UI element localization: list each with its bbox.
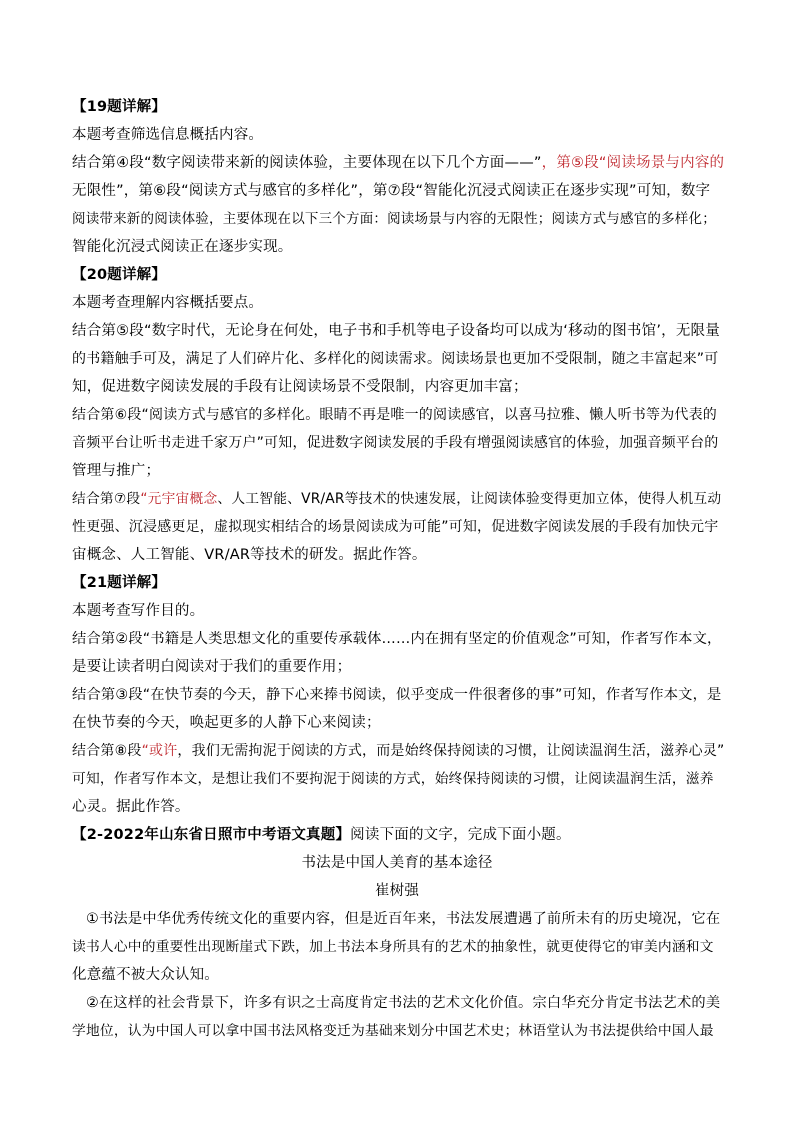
q19-line-3 <box>72 177 722 205</box>
q21-line-7 <box>72 765 722 793</box>
q21-line-3-text: 是要让读者明白阅读对于我们的重要作用； <box>72 659 352 675</box>
q21-line-6-text: 结合第⑧段 <box>72 743 142 759</box>
q21-line-4 <box>72 681 722 709</box>
q21-line-4-text: 结合第③段“在快节奏的今天，静下心来捧书阅读，似乎变成一件很奢侈的事”可知，作者写作本文，是 <box>72 687 722 703</box>
para-1-line-3-text: 化意蕴不被大众认知。 <box>72 967 219 983</box>
para-1-line-3 <box>72 961 722 989</box>
q20-line-7-text: 管理与推广； <box>72 463 161 479</box>
q20-line-8-text: 、人工智能、VR/AR等技术的快速发展，让阅读体验变得更加立体，使得人机互动 <box>217 491 722 507</box>
q21-line-6-text: ，我们无需拘泥于阅读的方式，而是始终保持阅读的习惯，让阅读温润生活，滋养心灵” <box>177 743 725 759</box>
q20-line-3-text: 的书籍触手可及，满足了人们碎片化、多样化的阅读需求。阅读场景也更加不受限制，随之丰富起来”可 <box>72 351 719 367</box>
q21-line-3 <box>72 653 722 681</box>
article-author <box>72 877 722 905</box>
q21-heading-text: 【21题详解】 <box>72 575 167 591</box>
q20-line-10-text: 宙概念、人工智能、VR/AR等技术的研发。据此作答。 <box>72 547 427 563</box>
q19-line-2 <box>72 149 725 177</box>
para-1-line-2-text: 读书人心中的重要性出现断崖式下跌，加上书法本身所具有的艺术的抽象性，就更使得它的审美内涵和文 <box>72 939 714 955</box>
q19-line-1-text: 本题考查筛选信息概括内容。 <box>72 127 264 143</box>
q21-line-2-text: 结合第②段“书籍是人类思想文化的重要传承载体……内在拥有坚定的价值观念”可知，作者写作本文， <box>72 631 722 647</box>
q20-line-1-text: 本题考查理解内容概括要点。 <box>72 295 264 311</box>
q21-line-2 <box>72 625 722 653</box>
q20-line-2 <box>72 317 722 345</box>
para-1-line-1 <box>72 905 722 933</box>
q2-intro <box>72 821 722 849</box>
q19-line-5-text: 智能化沉浸式阅读正在逐步实现。 <box>72 239 293 255</box>
para-2-line-2 <box>72 1017 722 1045</box>
q20-line-8-text: “元宇宙概念 <box>140 491 218 507</box>
q2-intro-text: 【2-2022年山东省日照市中考语文真题】 <box>72 827 351 843</box>
q20-line-5 <box>72 401 722 429</box>
q20-line-8 <box>72 485 722 513</box>
article-title <box>72 849 722 877</box>
q19-line-1 <box>72 121 722 149</box>
q21-line-6 <box>72 737 725 765</box>
q21-line-6-text: “或许 <box>141 743 178 759</box>
q20-line-4-text: 知，促进数字阅读发展的手段有让阅读场景不受限制，内容更加丰富； <box>72 379 528 395</box>
q20-line-2-text: 结合第⑤段“数字时代，无论身在何处，电子书和手机等电子设备均可以成为‘移动的图书馆’，无限量 <box>72 323 720 339</box>
q20-line-10 <box>72 541 722 569</box>
q19-line-2-text: 结合第④段“数字阅读带来新的阅读体验，主要体现在以下几个方面——” <box>72 155 542 171</box>
q19-line-3-text: 无限性”，第⑥段“阅读方式与感官的多样化”，第⑦段“智能化沉浸式阅读正在逐步实现”可知，数字 <box>72 183 711 199</box>
q20-line-6 <box>72 429 722 457</box>
q19-line-4-text: 阅读带来新的阅读体验，主要体现在以下三个方面：阅读场景与内容的无限性；阅读方式与感官的多样化； <box>72 211 716 227</box>
q20-heading <box>72 261 722 289</box>
q21-line-5 <box>72 709 722 737</box>
q20-line-3 <box>72 345 722 373</box>
q20-line-4 <box>72 373 722 401</box>
para-2-line-1 <box>72 989 722 1017</box>
q20-line-9-text: 性更强、沉浸感更足，虚拟现实相结合的场景阅读成为可能”可知，促进数字阅读发展的手段有加快元宇 <box>72 519 719 535</box>
q2-intro-text: 阅读下面的文字，完成下面小题。 <box>350 827 571 843</box>
q20-heading-text: 【20题详解】 <box>72 267 167 283</box>
q21-line-8 <box>72 793 722 821</box>
document-content <box>72 93 725 1045</box>
q19-line-2-text: ，第⑤段“阅读场景与内容的 <box>541 155 725 171</box>
q19-heading-text: 【19题详解】 <box>72 99 167 115</box>
q20-line-6-text: 音频平台让听书走进千家万户”可知，促进数字阅读发展的手段有增强阅读感官的体验，加强音频平台的 <box>72 435 719 451</box>
para-1-line-2 <box>72 933 722 961</box>
q20-line-1 <box>72 289 722 317</box>
q21-line-7-text: 可知，作者写作本文，是想让我们不要拘泥于阅读的方式，始终保持阅读的习惯，让阅读温润生活，滋养 <box>72 771 714 787</box>
q19-line-5 <box>72 233 722 261</box>
q19-heading <box>72 93 722 121</box>
q20-line-5-text: 结合第⑥段“阅读方式与感官的多样化。眼睛不再是唯一的阅读感官，以喜马拉雅、懒人听书等为代表的 <box>72 407 718 423</box>
article-author-text: 崔树强 <box>374 883 420 899</box>
article-title-text: 书法是中国人美育的基本途径 <box>301 855 493 871</box>
q20-line-7 <box>72 457 722 485</box>
q21-heading <box>72 569 722 597</box>
q21-line-8-text: 心灵。据此作答。 <box>72 799 190 815</box>
para-2-line-1-text: ②在这样的社会背景下，许多有识之士高度肯定书法的艺术文化价值。宗白华充分肯定书法艺术的美 <box>86 995 721 1011</box>
para-1-line-1-text: ①书法是中华优秀传统文化的重要内容，但是近百年来，书法发展遭遇了前所未有的历史境况，它在 <box>86 911 721 927</box>
q19-line-4 <box>72 205 722 233</box>
q20-line-8-text: 结合第⑦段 <box>72 491 141 507</box>
q20-line-9 <box>72 513 722 541</box>
q21-line-1 <box>72 597 722 625</box>
q21-line-1-text: 本题考查写作目的。 <box>72 603 205 619</box>
q21-line-5-text: 在快节奏的今天，唤起更多的人静下心来阅读； <box>72 715 381 731</box>
para-2-line-2-text: 学地位，认为中国人可以拿中国书法风格变迁为基础来划分中国艺术史；林语堂认为书法提供给中国人最 <box>72 1023 714 1039</box>
